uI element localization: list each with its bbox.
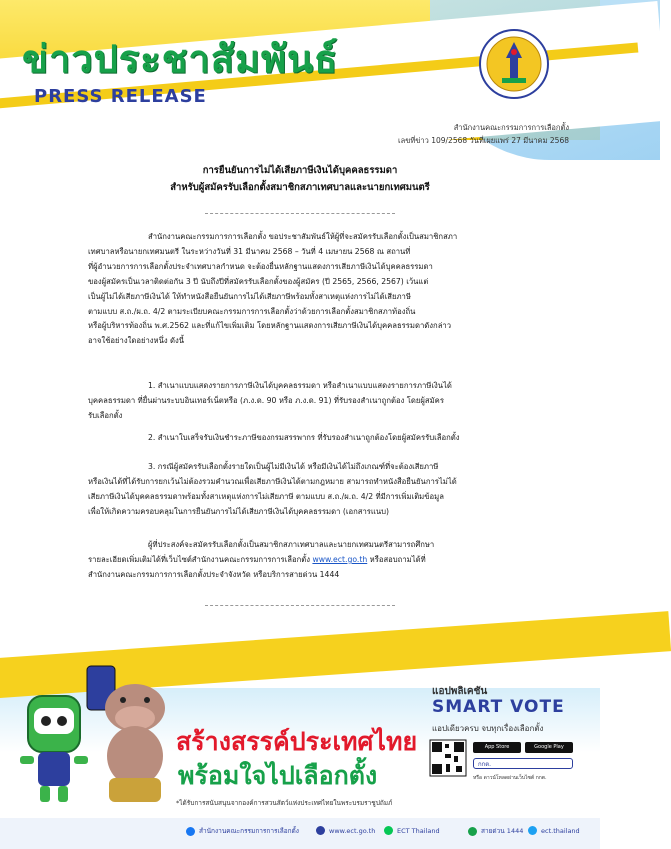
press-release-header <box>0 0 600 145</box>
document-title-line2: สำหรับผู้สมัครรับเลือกตั้งสมาชิกสภาเทศบาลและนายกเทศมนตรี <box>170 182 430 193</box>
footer-hotline[interactable] <box>468 826 523 836</box>
closing-text-before-link: ผู้ที่ประสงค์จะสมัครรับเลือกตั้งเป็นสมาชิกสภาเทศบาลและนายกเทศมนตรีสามารถศึกษา รายละเอียดเพิ่มเติมได้ที่เว็บไซต์สำนักงานคณะกรรมการการเลือกตั้ง <box>88 540 435 564</box>
smart-vote-app-name: SMART VOTE <box>432 697 565 717</box>
app-store-badge[interactable]: App Store <box>473 742 521 753</box>
intro-paragraph: สำนักงานคณะกรรมการการเลือกตั้ง ขอประชาสัมพันธ์ให้ผู้ที่จะสมัครรับเลือกตั้งเป็นสมาชิกสภา เทศบาลหรือนายกเทศมนตรี ในระหว่างวันที่ 31 มีนาคม 2568 – วันที่ 4 เมษายน 2568 ณ สถานที่ ที่ผู้อำนวยการการเลือกตั้งประจำเทศบาลกำหนด จะต้องยื่นหลักฐานแสดงการเสียภาษีเงินได้บุคคลธรรมดา ของผู้สมัครเป็นเวลาติดต่อกัน 3 ปี นับถึงปีที่สมัครรับเลือกตั้งของผู้สมัคร (ปี 2565, 2566, 2567) เว้นแต่ เป็นผู้ไม่ได้เสียภาษีเงินได้ ให้ทำหนังสือยืนยันการไม่ได้เสียภาษีพร้อมทั้งสาเหตุแห่งการไม่ได้เสียภาษี ตามแบบ ส.ถ./ผ.ถ. 4/2 ตามระเบียบคณะกรรมการการเลือกตั้งว่าด้วยการเลือกตั้งสมาชิกสภาท้องถิ่น หรือผู้บริหารท้องถิ่น พ.ศ.2562 และที่แก้ไขเพิ่มเติม โดยหลักฐานแสดงการเสียภาษีเงินได้บุคคลธรรมดาดังกล่าว อาจใช้อย่างใดอย่างหนึ่ง ดังนี้ <box>88 232 458 346</box>
ect-emblem-icon <box>478 28 550 100</box>
pygmy-hippo-mascot-icon <box>85 660 175 805</box>
app-search-box[interactable]: กกต. <box>473 758 573 769</box>
footer-website-label: www.ect.go.th <box>329 826 376 835</box>
closing-paragraph <box>88 538 576 583</box>
list-item-2: 2. สำเนาใบเสร็จรับเงินชำระภาษีของกรมสรรพากร ที่รับรองสำเนาถูกต้องโดยผู้สมัครรับเลือกตั้ง <box>148 433 460 442</box>
footer-twitter-label: ect.thailand <box>541 826 580 835</box>
footer-website[interactable] <box>316 826 375 835</box>
footer-line[interactable] <box>384 826 440 835</box>
globe-icon <box>316 826 325 835</box>
ect-website-link[interactable]: www.ect.go.th <box>312 554 368 564</box>
line-icon <box>384 826 393 835</box>
agency-name: สำนักงานคณะกรรมการการเลือกตั้ง <box>453 123 569 132</box>
list-item-3: 3. กรณีผู้สมัครรับเลือกตั้งรายใดเป็นผู้ไม่มีเงินได้ หรือมีเงินได้ไม่ถึงเกณฑ์ที่จะต้องเสียภาษี หรือเงินได้ที่ได้รับการยกเว้นไม่ต้องรวมคำนวณเพื่อเสียภาษีเงินได้ตามกฎหมาย สามารถทำหนังสือยืนยันการไม่ได้ เสียภาษีเงินได้บุคคลธรรมดาพร้อมทั้งสาเหตุแห่งการไม่เสียภาษี ตามแบบ ส.ถ./ผ.ถ. 4/2 ที่มีการเพิ่มเติมข้อมูล เพื่อให้เกิดความครอบคลุมในการยืนยันการไม่ได้เสียภาษีเงินได้บุคคลธรรมดา (เอกสารแนบ) <box>88 462 457 516</box>
ect-mascot-icon <box>18 690 90 805</box>
footer-twitter[interactable] <box>528 826 580 835</box>
header-title-thai: ข่าวประชาสัมพันธ์ <box>22 37 339 81</box>
facebook-icon <box>186 827 195 836</box>
banner-slogan-line1: สร้างสรรค์ประเทศไทย <box>176 727 418 756</box>
banner-footnote: *ได้รับการสนับสนุนจากองค์การสวนสัตว์แห่งประเทศไทยในพระบรมราชูปถัมภ์ <box>176 799 393 807</box>
qr-code-icon[interactable] <box>430 740 466 776</box>
header-title-english: PRESS RELEASE <box>34 86 207 107</box>
divider <box>205 605 395 606</box>
footer-hotline-label: สายด่วน 1444 <box>481 827 524 835</box>
list-item-1: 1. สำเนาแบบแสดงรายการภาษีเงินได้บุคคลธรรมดา หรือสำเนาแบบแสดงรายการภาษีเงินได้ บุคคลธรรมดา ที่ยื่นผ่านระบบอินเทอร์เน็ตหรือ (ภ.ง.ด. 90 หรือ ภ.ง.ด. 91) ที่รับรองสำเนาถูกต้อง โดยผู้สมัคร รับเลือกตั้ง <box>88 381 452 420</box>
phone-icon <box>468 827 477 836</box>
banner-slogan-line2: พร้อมใจไปเลือกตั้ง <box>178 761 378 790</box>
footer-line-label: ECT Thailand <box>397 826 440 835</box>
app-download-note: หรือ ดาวน์โหลดผ่านเว็บไซต์ กกต. <box>473 775 547 781</box>
footer-facebook[interactable] <box>186 826 299 836</box>
twitter-icon <box>528 826 537 835</box>
closing-text-after-link: หรือสอบถามได้ที่ สำนักงานคณะกรรมการการเลือกตั้งประจำจังหวัด หรือบริการสายด่วน 1444 <box>88 554 426 579</box>
document-title-line1: การยืนยันการไม่ได้เสียภาษีเงินได้บุคคลธรรมดา <box>202 165 398 176</box>
contact-footer <box>0 818 600 849</box>
google-play-badge[interactable]: Google Play <box>525 742 573 753</box>
app-tagline: แอปเดียวครบ จบทุกเรื่องเลือกตั้ง <box>432 724 544 733</box>
release-reference: เลขที่ข่าว 109/2568 วันที่เผยแพร่ 27 มีนาคม 2568 <box>398 136 569 145</box>
footer-facebook-label: สำนักงานคณะกรรมการการเลือกตั้ง <box>199 827 299 835</box>
divider <box>205 213 395 214</box>
app-prefix-label: แอปพลิเคชัน <box>432 686 488 697</box>
